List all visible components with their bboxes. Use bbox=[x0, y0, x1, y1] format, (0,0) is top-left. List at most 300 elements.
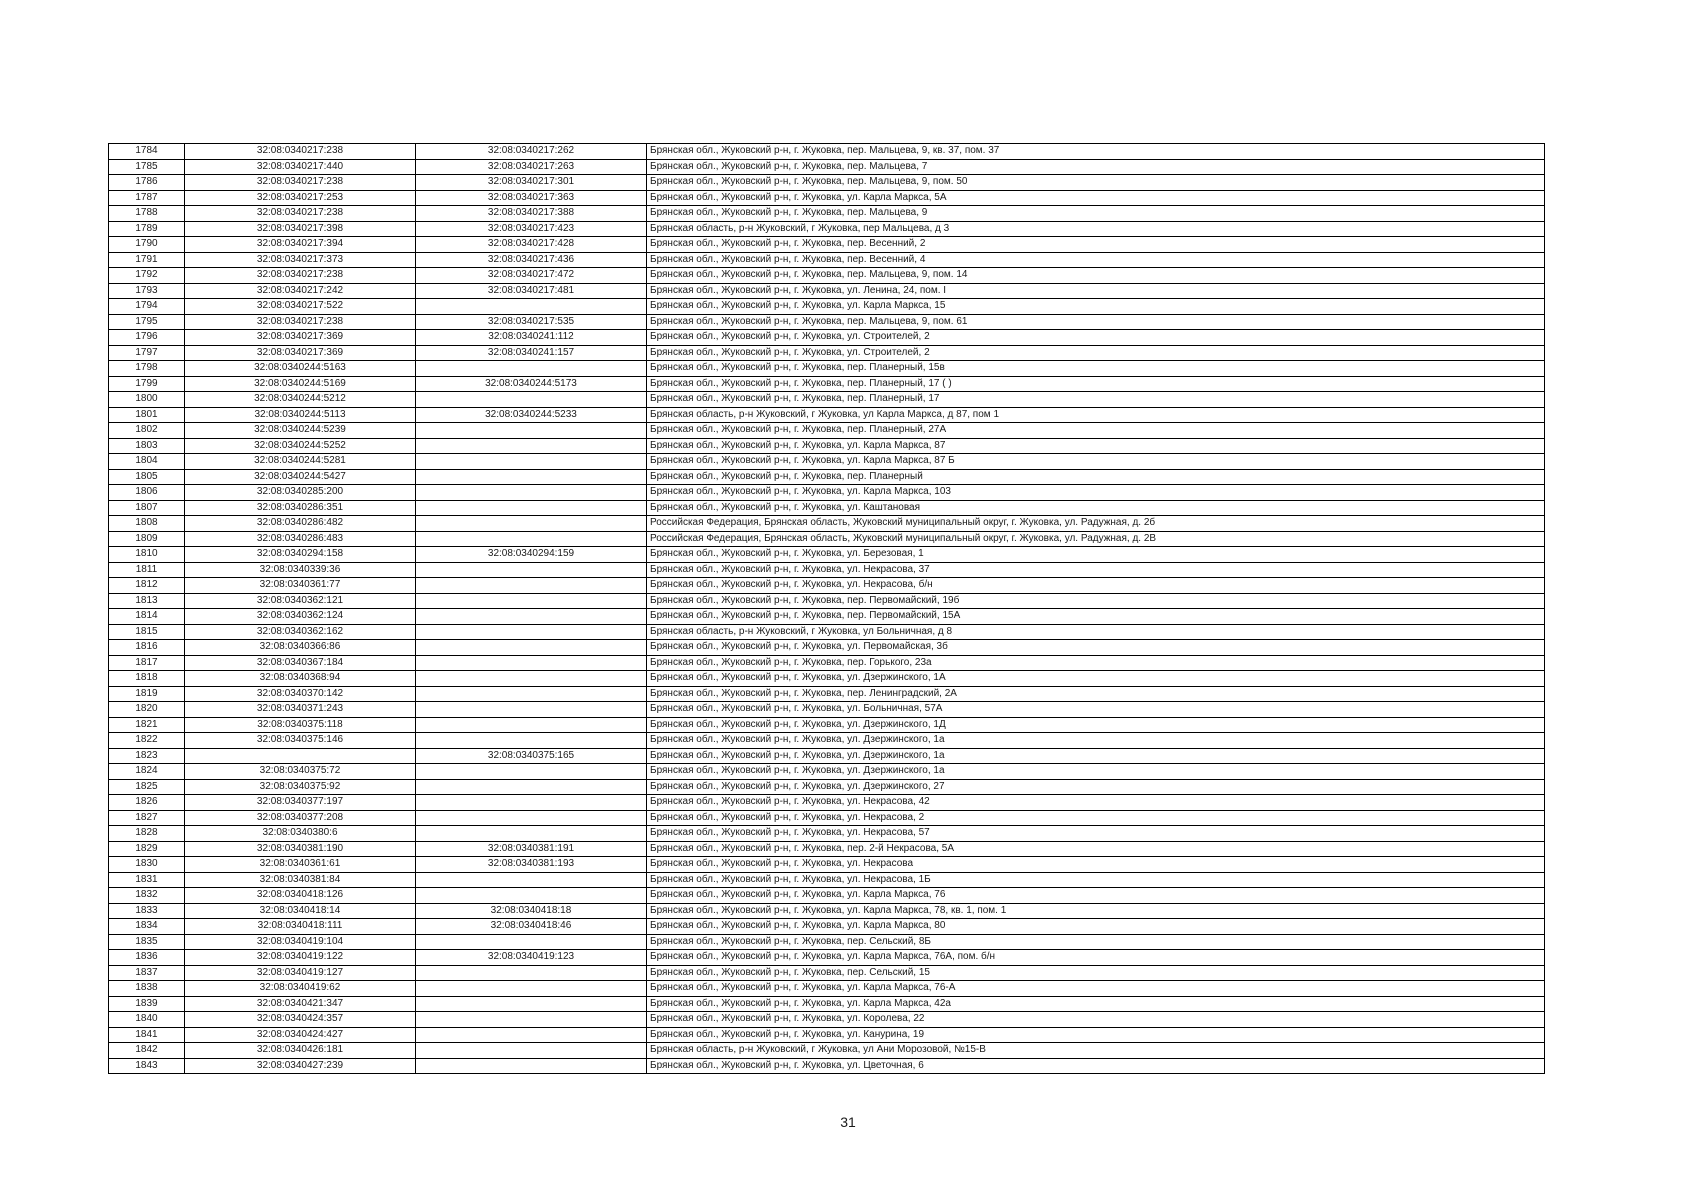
row-number-cell: 1804 bbox=[109, 454, 185, 470]
cadastral-number-cell: 32:08:0340381:190 bbox=[185, 841, 416, 857]
address-cell: Брянская обл., Жуковский р-н, г. Жуковка, ул. Карла Маркса, 15 bbox=[647, 299, 1545, 315]
table-row bbox=[109, 872, 1545, 888]
related-cadastral-number-cell bbox=[416, 516, 647, 532]
related-cadastral-number-cell bbox=[416, 1012, 647, 1028]
related-cadastral-number-cell bbox=[416, 485, 647, 501]
address-cell: Брянская обл., Жуковский р-н, г. Жуковка, ул. Карла Маркса, 5А bbox=[647, 190, 1545, 206]
row-number-cell: 1816 bbox=[109, 640, 185, 656]
related-cadastral-number-cell bbox=[416, 733, 647, 749]
table-row bbox=[109, 407, 1545, 423]
related-cadastral-number-cell: 32:08:0340375:165 bbox=[416, 748, 647, 764]
row-number-cell: 1841 bbox=[109, 1027, 185, 1043]
related-cadastral-number-cell: 32:08:0340217:388 bbox=[416, 206, 647, 222]
row-number-cell: 1840 bbox=[109, 1012, 185, 1028]
cadastral-number-cell: 32:08:0340217:398 bbox=[185, 221, 416, 237]
address-cell: Брянская обл., Жуковский р-н, г. Жуковка, ул. Строителей, 2 bbox=[647, 345, 1545, 361]
cadastral-number-cell: 32:08:0340367:184 bbox=[185, 655, 416, 671]
cadastral-number-cell: 32:08:0340424:427 bbox=[185, 1027, 416, 1043]
row-number-cell: 1803 bbox=[109, 438, 185, 454]
address-cell: Брянская обл., Жуковский р-н, г. Жуковка, ул. Первомайская, 3б bbox=[647, 640, 1545, 656]
related-cadastral-number-cell bbox=[416, 562, 647, 578]
address-cell: Брянская обл., Жуковский р-н, г. Жуковка, ул. Карла Маркса, 76А, пом. б/н bbox=[647, 950, 1545, 966]
related-cadastral-number-cell bbox=[416, 1043, 647, 1059]
table-row bbox=[109, 531, 1545, 547]
row-number-cell: 1794 bbox=[109, 299, 185, 315]
cadastral-number-cell: 32:08:0340427:239 bbox=[185, 1058, 416, 1074]
address-cell: Брянская обл., Жуковский р-н, г. Жуковка, ул. Дзержинского, 1Д bbox=[647, 717, 1545, 733]
related-cadastral-number-cell bbox=[416, 578, 647, 594]
cadastral-number-cell: 32:08:0340244:5252 bbox=[185, 438, 416, 454]
table-row bbox=[109, 748, 1545, 764]
table-row bbox=[109, 733, 1545, 749]
table-row bbox=[109, 392, 1545, 408]
table-row bbox=[109, 376, 1545, 392]
table-row bbox=[109, 283, 1545, 299]
address-cell: Брянская обл., Жуковский р-н, г. Жуковка, ул. Некрасова, 42 bbox=[647, 795, 1545, 811]
cadastral-number-cell: 32:08:0340244:5163 bbox=[185, 361, 416, 377]
row-number-cell: 1829 bbox=[109, 841, 185, 857]
cadastral-number-cell: 32:08:0340217:238 bbox=[185, 314, 416, 330]
row-number-cell: 1817 bbox=[109, 655, 185, 671]
related-cadastral-number-cell bbox=[416, 1058, 647, 1074]
table-row bbox=[109, 624, 1545, 640]
address-cell: Брянская обл., Жуковский р-н, г. Жуковка, пер. Горького, 23а bbox=[647, 655, 1545, 671]
row-number-cell: 1801 bbox=[109, 407, 185, 423]
related-cadastral-number-cell: 32:08:0340419:123 bbox=[416, 950, 647, 966]
cadastral-number-cell: 32:08:0340244:5281 bbox=[185, 454, 416, 470]
cadastral-number-cell: 32:08:0340244:5113 bbox=[185, 407, 416, 423]
row-number-cell: 1836 bbox=[109, 950, 185, 966]
table-row bbox=[109, 221, 1545, 237]
cadastral-number-cell: 32:08:0340424:357 bbox=[185, 1012, 416, 1028]
row-number-cell: 1793 bbox=[109, 283, 185, 299]
cadastral-number-cell: 32:08:0340362:162 bbox=[185, 624, 416, 640]
table-row bbox=[109, 578, 1545, 594]
row-number-cell: 1785 bbox=[109, 159, 185, 175]
cadastral-number-cell: 32:08:0340362:124 bbox=[185, 609, 416, 625]
table-row bbox=[109, 1043, 1545, 1059]
table-row bbox=[109, 779, 1545, 795]
row-number-cell: 1834 bbox=[109, 919, 185, 935]
address-cell: Брянская обл., Жуковский р-н, г. Жуковка, пер. Сельский, 15 bbox=[647, 965, 1545, 981]
address-cell: Брянская обл., Жуковский р-н, г. Жуковка, пер. Сельский, 8Б bbox=[647, 934, 1545, 950]
address-cell: Брянская обл., Жуковский р-н, г. Жуковка, ул. Карла Маркса, 87 Б bbox=[647, 454, 1545, 470]
related-cadastral-number-cell: 32:08:0340294:159 bbox=[416, 547, 647, 563]
cadastral-number-cell: 32:08:0340368:94 bbox=[185, 671, 416, 687]
address-cell: Брянская обл., Жуковский р-н, г. Жуковка, пер. Мальцева, 9, пом. 50 bbox=[647, 175, 1545, 191]
related-cadastral-number-cell bbox=[416, 826, 647, 842]
address-cell: Брянская обл., Жуковский р-н, г. Жуковка, пер. Мальцева, 9, пом. 14 bbox=[647, 268, 1545, 284]
related-cadastral-number-cell bbox=[416, 965, 647, 981]
related-cadastral-number-cell: 32:08:0340418:46 bbox=[416, 919, 647, 935]
related-cadastral-number-cell bbox=[416, 934, 647, 950]
row-number-cell: 1808 bbox=[109, 516, 185, 532]
page-number: 31 bbox=[840, 1114, 856, 1130]
row-number-cell: 1818 bbox=[109, 671, 185, 687]
row-number-cell: 1800 bbox=[109, 392, 185, 408]
cadastral-number-cell: 32:08:0340217:238 bbox=[185, 175, 416, 191]
address-cell: Брянская обл., Жуковский р-н, г. Жуковка, ул. Дзержинского, 1а bbox=[647, 764, 1545, 780]
row-number-cell: 1805 bbox=[109, 469, 185, 485]
cadastral-number-cell: 32:08:0340426:181 bbox=[185, 1043, 416, 1059]
related-cadastral-number-cell bbox=[416, 872, 647, 888]
row-number-cell: 1819 bbox=[109, 686, 185, 702]
related-cadastral-number-cell: 32:08:0340381:193 bbox=[416, 857, 647, 873]
table-row bbox=[109, 299, 1545, 315]
cadastral-number-cell: 32:08:0340366:86 bbox=[185, 640, 416, 656]
table-row bbox=[109, 702, 1545, 718]
related-cadastral-number-cell: 32:08:0340217:263 bbox=[416, 159, 647, 175]
table-row bbox=[109, 485, 1545, 501]
row-number-cell: 1789 bbox=[109, 221, 185, 237]
row-number-cell: 1820 bbox=[109, 702, 185, 718]
table-row bbox=[109, 950, 1545, 966]
cadastral-number-cell: 32:08:0340375:92 bbox=[185, 779, 416, 795]
related-cadastral-number-cell bbox=[416, 1027, 647, 1043]
table-row bbox=[109, 516, 1545, 532]
related-cadastral-number-cell bbox=[416, 392, 647, 408]
row-number-cell: 1790 bbox=[109, 237, 185, 253]
cadastral-number-cell: 32:08:0340244:5239 bbox=[185, 423, 416, 439]
row-number-cell: 1788 bbox=[109, 206, 185, 222]
table-row bbox=[109, 190, 1545, 206]
related-cadastral-number-cell bbox=[416, 593, 647, 609]
cadastral-number-cell: 32:08:0340361:61 bbox=[185, 857, 416, 873]
address-cell: Брянская обл., Жуковский р-н, г. Жуковка, ул. Цветочная, 6 bbox=[647, 1058, 1545, 1074]
table-row bbox=[109, 1012, 1545, 1028]
cadastral-number-cell: 32:08:0340418:126 bbox=[185, 888, 416, 904]
cadastral-number-cell bbox=[185, 748, 416, 764]
row-number-cell: 1833 bbox=[109, 903, 185, 919]
related-cadastral-number-cell bbox=[416, 640, 647, 656]
address-cell: Брянская обл., Жуковский р-н, г. Жуковка, пер. Планерный, 27А bbox=[647, 423, 1545, 439]
row-number-cell: 1791 bbox=[109, 252, 185, 268]
cadastral-number-cell: 32:08:0340339:36 bbox=[185, 562, 416, 578]
related-cadastral-number-cell: 32:08:0340217:481 bbox=[416, 283, 647, 299]
row-number-cell: 1806 bbox=[109, 485, 185, 501]
row-number-cell: 1832 bbox=[109, 888, 185, 904]
address-cell: Брянская обл., Жуковский р-н, г. Жуковка, ул. Ленина, 24, пом. I bbox=[647, 283, 1545, 299]
address-cell: Брянская обл., Жуковский р-н, г. Жуковка, ул. Карла Маркса, 76 bbox=[647, 888, 1545, 904]
table-row bbox=[109, 981, 1545, 997]
address-cell: Брянская обл., Жуковский р-н, г. Жуковка, ул. Некрасова bbox=[647, 857, 1545, 873]
address-cell: Брянская область, р-н Жуковский, г Жуковка, ул Карла Маркса, д 87, пом 1 bbox=[647, 407, 1545, 423]
row-number-cell: 1825 bbox=[109, 779, 185, 795]
row-number-cell: 1810 bbox=[109, 547, 185, 563]
address-cell: Брянская обл., Жуковский р-н, г. Жуковка, пер. Мальцева, 9, пом. 61 bbox=[647, 314, 1545, 330]
table-row bbox=[109, 795, 1545, 811]
address-cell: Брянская обл., Жуковский р-н, г. Жуковка, пер. Мальцева, 7 bbox=[647, 159, 1545, 175]
cadastral-number-cell: 32:08:0340421:347 bbox=[185, 996, 416, 1012]
row-number-cell: 1835 bbox=[109, 934, 185, 950]
row-number-cell: 1811 bbox=[109, 562, 185, 578]
cadastral-number-cell: 32:08:0340286:482 bbox=[185, 516, 416, 532]
related-cadastral-number-cell: 32:08:0340244:5233 bbox=[416, 407, 647, 423]
related-cadastral-number-cell bbox=[416, 454, 647, 470]
cadastral-number-cell: 32:08:0340217:369 bbox=[185, 345, 416, 361]
cadastral-number-cell: 32:08:0340418:14 bbox=[185, 903, 416, 919]
related-cadastral-number-cell: 32:08:0340217:423 bbox=[416, 221, 647, 237]
address-cell: Брянская обл., Жуковский р-н, г. Жуковка, ул. Больничная, 57А bbox=[647, 702, 1545, 718]
address-cell: Брянская обл., Жуковский р-н, г. Жуковка, пер. Весенний, 2 bbox=[647, 237, 1545, 253]
row-number-cell: 1786 bbox=[109, 175, 185, 191]
address-cell: Брянская обл., Жуковский р-н, г. Жуковка, ул. Некрасова, 1Б bbox=[647, 872, 1545, 888]
table-row bbox=[109, 810, 1545, 826]
related-cadastral-number-cell: 32:08:0340241:112 bbox=[416, 330, 647, 346]
row-number-cell: 1792 bbox=[109, 268, 185, 284]
address-cell: Брянская обл., Жуковский р-н, г. Жуковка, ул. Дзержинского, 27 bbox=[647, 779, 1545, 795]
related-cadastral-number-cell bbox=[416, 361, 647, 377]
cadastral-number-cell: 32:08:0340377:197 bbox=[185, 795, 416, 811]
address-cell: Брянская обл., Жуковский р-н, г. Жуковка, ул. Дзержинского, 1а bbox=[647, 748, 1545, 764]
table-row bbox=[109, 252, 1545, 268]
related-cadastral-number-cell bbox=[416, 996, 647, 1012]
related-cadastral-number-cell bbox=[416, 500, 647, 516]
row-number-cell: 1838 bbox=[109, 981, 185, 997]
address-cell: Брянская обл., Жуковский р-н, г. Жуковка, ул. Дзержинского, 1А bbox=[647, 671, 1545, 687]
table-row bbox=[109, 919, 1545, 935]
row-number-cell: 1826 bbox=[109, 795, 185, 811]
row-number-cell: 1809 bbox=[109, 531, 185, 547]
related-cadastral-number-cell: 32:08:0340381:191 bbox=[416, 841, 647, 857]
related-cadastral-number-cell bbox=[416, 609, 647, 625]
cadastral-number-cell: 32:08:0340362:121 bbox=[185, 593, 416, 609]
row-number-cell: 1839 bbox=[109, 996, 185, 1012]
table-row bbox=[109, 655, 1545, 671]
related-cadastral-number-cell bbox=[416, 438, 647, 454]
related-cadastral-number-cell bbox=[416, 702, 647, 718]
cadastral-number-cell: 32:08:0340419:127 bbox=[185, 965, 416, 981]
related-cadastral-number-cell bbox=[416, 779, 647, 795]
table-row bbox=[109, 314, 1545, 330]
address-cell: Брянская обл., Жуковский р-н, г. Жуковка, пер. Планерный, 17 bbox=[647, 392, 1545, 408]
table-row bbox=[109, 826, 1545, 842]
related-cadastral-number-cell: 32:08:0340217:301 bbox=[416, 175, 647, 191]
table-row bbox=[109, 764, 1545, 780]
cadastral-number-cell: 32:08:0340217:394 bbox=[185, 237, 416, 253]
row-number-cell: 1842 bbox=[109, 1043, 185, 1059]
related-cadastral-number-cell bbox=[416, 299, 647, 315]
cadastral-number-cell: 32:08:0340217:440 bbox=[185, 159, 416, 175]
related-cadastral-number-cell bbox=[416, 469, 647, 485]
row-number-cell: 1814 bbox=[109, 609, 185, 625]
table-row bbox=[109, 175, 1545, 191]
address-cell: Брянская обл., Жуковский р-н, г. Жуковка, ул. Канурина, 19 bbox=[647, 1027, 1545, 1043]
table-row bbox=[109, 934, 1545, 950]
address-cell: Брянская обл., Жуковский р-н, г. Жуковка, пер. Весенний, 4 bbox=[647, 252, 1545, 268]
table-row bbox=[109, 330, 1545, 346]
table-row bbox=[109, 237, 1545, 253]
table-row bbox=[109, 1027, 1545, 1043]
table-row bbox=[109, 888, 1545, 904]
address-cell: Брянская область, р-н Жуковский, г Жуковка, ул Больничная, д 8 bbox=[647, 624, 1545, 640]
table-row bbox=[109, 438, 1545, 454]
cadastral-number-cell: 32:08:0340285:200 bbox=[185, 485, 416, 501]
row-number-cell: 1831 bbox=[109, 872, 185, 888]
related-cadastral-number-cell: 32:08:0340418:18 bbox=[416, 903, 647, 919]
table-row bbox=[109, 454, 1545, 470]
table-row bbox=[109, 609, 1545, 625]
table-row bbox=[109, 857, 1545, 873]
cadastral-number-cell: 32:08:0340217:238 bbox=[185, 268, 416, 284]
table-row bbox=[109, 562, 1545, 578]
address-cell: Брянская обл., Жуковский р-н, г. Жуковка, ул. Карла Маркса, 76-А bbox=[647, 981, 1545, 997]
cadastral-number-cell: 32:08:0340244:5212 bbox=[185, 392, 416, 408]
related-cadastral-number-cell: 32:08:0340241:157 bbox=[416, 345, 647, 361]
address-cell: Брянская обл., Жуковский р-н, г. Жуковка, ул. Некрасова, б/н bbox=[647, 578, 1545, 594]
row-number-cell: 1827 bbox=[109, 810, 185, 826]
table-row bbox=[109, 841, 1545, 857]
row-number-cell: 1813 bbox=[109, 593, 185, 609]
table-row bbox=[109, 996, 1545, 1012]
cadastral-number-cell: 32:08:0340381:84 bbox=[185, 872, 416, 888]
cadastral-number-cell: 32:08:0340217:373 bbox=[185, 252, 416, 268]
address-cell: Брянская обл., Жуковский р-н, г. Жуковка, пер. Мальцева, 9, кв. 37, пом. 37 bbox=[647, 144, 1545, 160]
related-cadastral-number-cell bbox=[416, 655, 647, 671]
table-row bbox=[109, 547, 1545, 563]
related-cadastral-number-cell bbox=[416, 795, 647, 811]
address-cell: Брянская обл., Жуковский р-н, г. Жуковка, ул. Карла Маркса, 103 bbox=[647, 485, 1545, 501]
related-cadastral-number-cell bbox=[416, 671, 647, 687]
address-cell: Брянская обл., Жуковский р-н, г. Жуковка, ул. Некрасова, 57 bbox=[647, 826, 1545, 842]
address-cell: Брянская область, р-н Жуковский, г Жуковка, ул Ани Морозовой, №15-В bbox=[647, 1043, 1545, 1059]
related-cadastral-number-cell: 32:08:0340244:5173 bbox=[416, 376, 647, 392]
row-number-cell: 1799 bbox=[109, 376, 185, 392]
row-number-cell: 1824 bbox=[109, 764, 185, 780]
related-cadastral-number-cell bbox=[416, 764, 647, 780]
row-number-cell: 1802 bbox=[109, 423, 185, 439]
address-cell: Брянская обл., Жуковский р-н, г. Жуковка, пер. Первомайский, 15А bbox=[647, 609, 1545, 625]
row-number-cell: 1812 bbox=[109, 578, 185, 594]
table-row bbox=[109, 268, 1545, 284]
cadastral-number-cell: 32:08:0340217:522 bbox=[185, 299, 416, 315]
cadastral-number-cell: 32:08:0340371:243 bbox=[185, 702, 416, 718]
table-row bbox=[109, 686, 1545, 702]
row-number-cell: 1787 bbox=[109, 190, 185, 206]
cadastral-number-cell: 32:08:0340217:369 bbox=[185, 330, 416, 346]
address-cell: Брянская обл., Жуковский р-н, г. Жуковка, пер. Планерный, 15в bbox=[647, 361, 1545, 377]
cadastral-number-cell: 32:08:0340380:6 bbox=[185, 826, 416, 842]
related-cadastral-number-cell: 32:08:0340217:262 bbox=[416, 144, 647, 160]
related-cadastral-number-cell bbox=[416, 624, 647, 640]
row-number-cell: 1807 bbox=[109, 500, 185, 516]
row-number-cell: 1784 bbox=[109, 144, 185, 160]
table-row bbox=[109, 361, 1545, 377]
cadastral-number-cell: 32:08:0340217:238 bbox=[185, 206, 416, 222]
address-cell: Брянская обл., Жуковский р-н, г. Жуковка, ул. Каштановая bbox=[647, 500, 1545, 516]
address-cell: Брянская обл., Жуковский р-н, г. Жуковка, ул. Карла Маркса, 80 bbox=[647, 919, 1545, 935]
cadastral-number-cell: 32:08:0340294:158 bbox=[185, 547, 416, 563]
cadastral-number-cell: 32:08:0340361:77 bbox=[185, 578, 416, 594]
row-number-cell: 1843 bbox=[109, 1058, 185, 1074]
table-row bbox=[109, 159, 1545, 175]
table-body bbox=[109, 144, 1545, 1074]
row-number-cell: 1822 bbox=[109, 733, 185, 749]
address-cell: Брянская обл., Жуковский р-н, г. Жуковка, ул. Строителей, 2 bbox=[647, 330, 1545, 346]
table-row bbox=[109, 500, 1545, 516]
cadastral-number-cell: 32:08:0340244:5169 bbox=[185, 376, 416, 392]
row-number-cell: 1823 bbox=[109, 748, 185, 764]
address-cell: Брянская обл., Жуковский р-н, г. Жуковка, ул. Березовая, 1 bbox=[647, 547, 1545, 563]
address-cell: Брянская обл., Жуковский р-н, г. Жуковка, пер. Планерный, 17 ( ) bbox=[647, 376, 1545, 392]
related-cadastral-number-cell bbox=[416, 423, 647, 439]
address-cell: Брянская обл., Жуковский р-н, г. Жуковка, ул. Карла Маркса, 78, кв. 1, пом. 1 bbox=[647, 903, 1545, 919]
related-cadastral-number-cell: 32:08:0340217:363 bbox=[416, 190, 647, 206]
cadastral-number-cell: 32:08:0340375:146 bbox=[185, 733, 416, 749]
address-cell: Брянская обл., Жуковский р-н, г. Жуковка, ул. Королева, 22 bbox=[647, 1012, 1545, 1028]
table-row bbox=[109, 206, 1545, 222]
row-number-cell: 1815 bbox=[109, 624, 185, 640]
address-cell: Брянская обл., Жуковский р-н, г. Жуковка, пер. Ленинградский, 2А bbox=[647, 686, 1545, 702]
related-cadastral-number-cell bbox=[416, 981, 647, 997]
related-cadastral-number-cell bbox=[416, 717, 647, 733]
cadastral-number-cell: 32:08:0340370:142 bbox=[185, 686, 416, 702]
table-row bbox=[109, 903, 1545, 919]
related-cadastral-number-cell: 32:08:0340217:472 bbox=[416, 268, 647, 284]
table-row bbox=[109, 423, 1545, 439]
cadastral-number-cell: 32:08:0340419:62 bbox=[185, 981, 416, 997]
cadastral-number-cell: 32:08:0340375:72 bbox=[185, 764, 416, 780]
cadastral-number-cell: 32:08:0340244:5427 bbox=[185, 469, 416, 485]
related-cadastral-number-cell bbox=[416, 888, 647, 904]
row-number-cell: 1821 bbox=[109, 717, 185, 733]
row-number-cell: 1797 bbox=[109, 345, 185, 361]
row-number-cell: 1796 bbox=[109, 330, 185, 346]
cadastral-number-cell: 32:08:0340286:483 bbox=[185, 531, 416, 547]
address-cell: Брянская обл., Жуковский р-н, г. Жуковка, пер. 2-й Некрасова, 5А bbox=[647, 841, 1545, 857]
address-cell: Российская Федерация, Брянская область, Жуковский муниципальный округ, г. Жуковка, ул. Радужная, д. 2В bbox=[647, 531, 1545, 547]
address-cell: Брянская обл., Жуковский р-н, г. Жуковка, пер. Мальцева, 9 bbox=[647, 206, 1545, 222]
related-cadastral-number-cell bbox=[416, 531, 647, 547]
address-cell: Брянская обл., Жуковский р-н, г. Жуковка, пер. Планерный bbox=[647, 469, 1545, 485]
cadastral-number-cell: 32:08:0340217:242 bbox=[185, 283, 416, 299]
address-cell: Брянская обл., Жуковский р-н, г. Жуковка, ул. Дзержинского, 1а bbox=[647, 733, 1545, 749]
cadastral-number-cell: 32:08:0340217:253 bbox=[185, 190, 416, 206]
related-cadastral-number-cell: 32:08:0340217:436 bbox=[416, 252, 647, 268]
table-row bbox=[109, 1058, 1545, 1074]
address-cell: Брянская обл., Жуковский р-н, г. Жуковка, ул. Карла Маркса, 42а bbox=[647, 996, 1545, 1012]
related-cadastral-number-cell bbox=[416, 686, 647, 702]
related-cadastral-number-cell: 32:08:0340217:535 bbox=[416, 314, 647, 330]
address-cell: Брянская обл., Жуковский р-н, г. Жуковка, ул. Карла Маркса, 87 bbox=[647, 438, 1545, 454]
table-row bbox=[109, 469, 1545, 485]
row-number-cell: 1837 bbox=[109, 965, 185, 981]
address-cell: Российская Федерация, Брянская область, Жуковский муниципальный округ, г. Жуковка, ул. Радужная, д. 2б bbox=[647, 516, 1545, 532]
address-cell: Брянская обл., Жуковский р-н, г. Жуковка, ул. Некрасова, 2 bbox=[647, 810, 1545, 826]
related-cadastral-number-cell bbox=[416, 810, 647, 826]
row-number-cell: 1798 bbox=[109, 361, 185, 377]
cadastral-number-cell: 32:08:0340286:351 bbox=[185, 500, 416, 516]
cadastral-number-cell: 32:08:0340217:238 bbox=[185, 144, 416, 160]
table-row bbox=[109, 640, 1545, 656]
row-number-cell: 1830 bbox=[109, 857, 185, 873]
related-cadastral-number-cell: 32:08:0340217:428 bbox=[416, 237, 647, 253]
cadastral-number-cell: 32:08:0340419:122 bbox=[185, 950, 416, 966]
cadastral-number-cell: 32:08:0340375:118 bbox=[185, 717, 416, 733]
row-number-cell: 1795 bbox=[109, 314, 185, 330]
table-row bbox=[109, 717, 1545, 733]
address-cell: Брянская обл., Жуковский р-н, г. Жуковка, пер. Первомайский, 19б bbox=[647, 593, 1545, 609]
table-row bbox=[109, 144, 1545, 160]
address-cell: Брянская обл., Жуковский р-н, г. Жуковка, ул. Некрасова, 37 bbox=[647, 562, 1545, 578]
cadastral-number-cell: 32:08:0340418:111 bbox=[185, 919, 416, 935]
table-row bbox=[109, 965, 1545, 981]
row-number-cell: 1828 bbox=[109, 826, 185, 842]
cadastral-number-cell: 32:08:0340377:208 bbox=[185, 810, 416, 826]
cadastral-number-cell: 32:08:0340419:104 bbox=[185, 934, 416, 950]
address-cell: Брянская область, р-н Жуковский, г Жуковка, пер Мальцева, д 3 bbox=[647, 221, 1545, 237]
cadastral-table bbox=[108, 143, 1545, 1074]
